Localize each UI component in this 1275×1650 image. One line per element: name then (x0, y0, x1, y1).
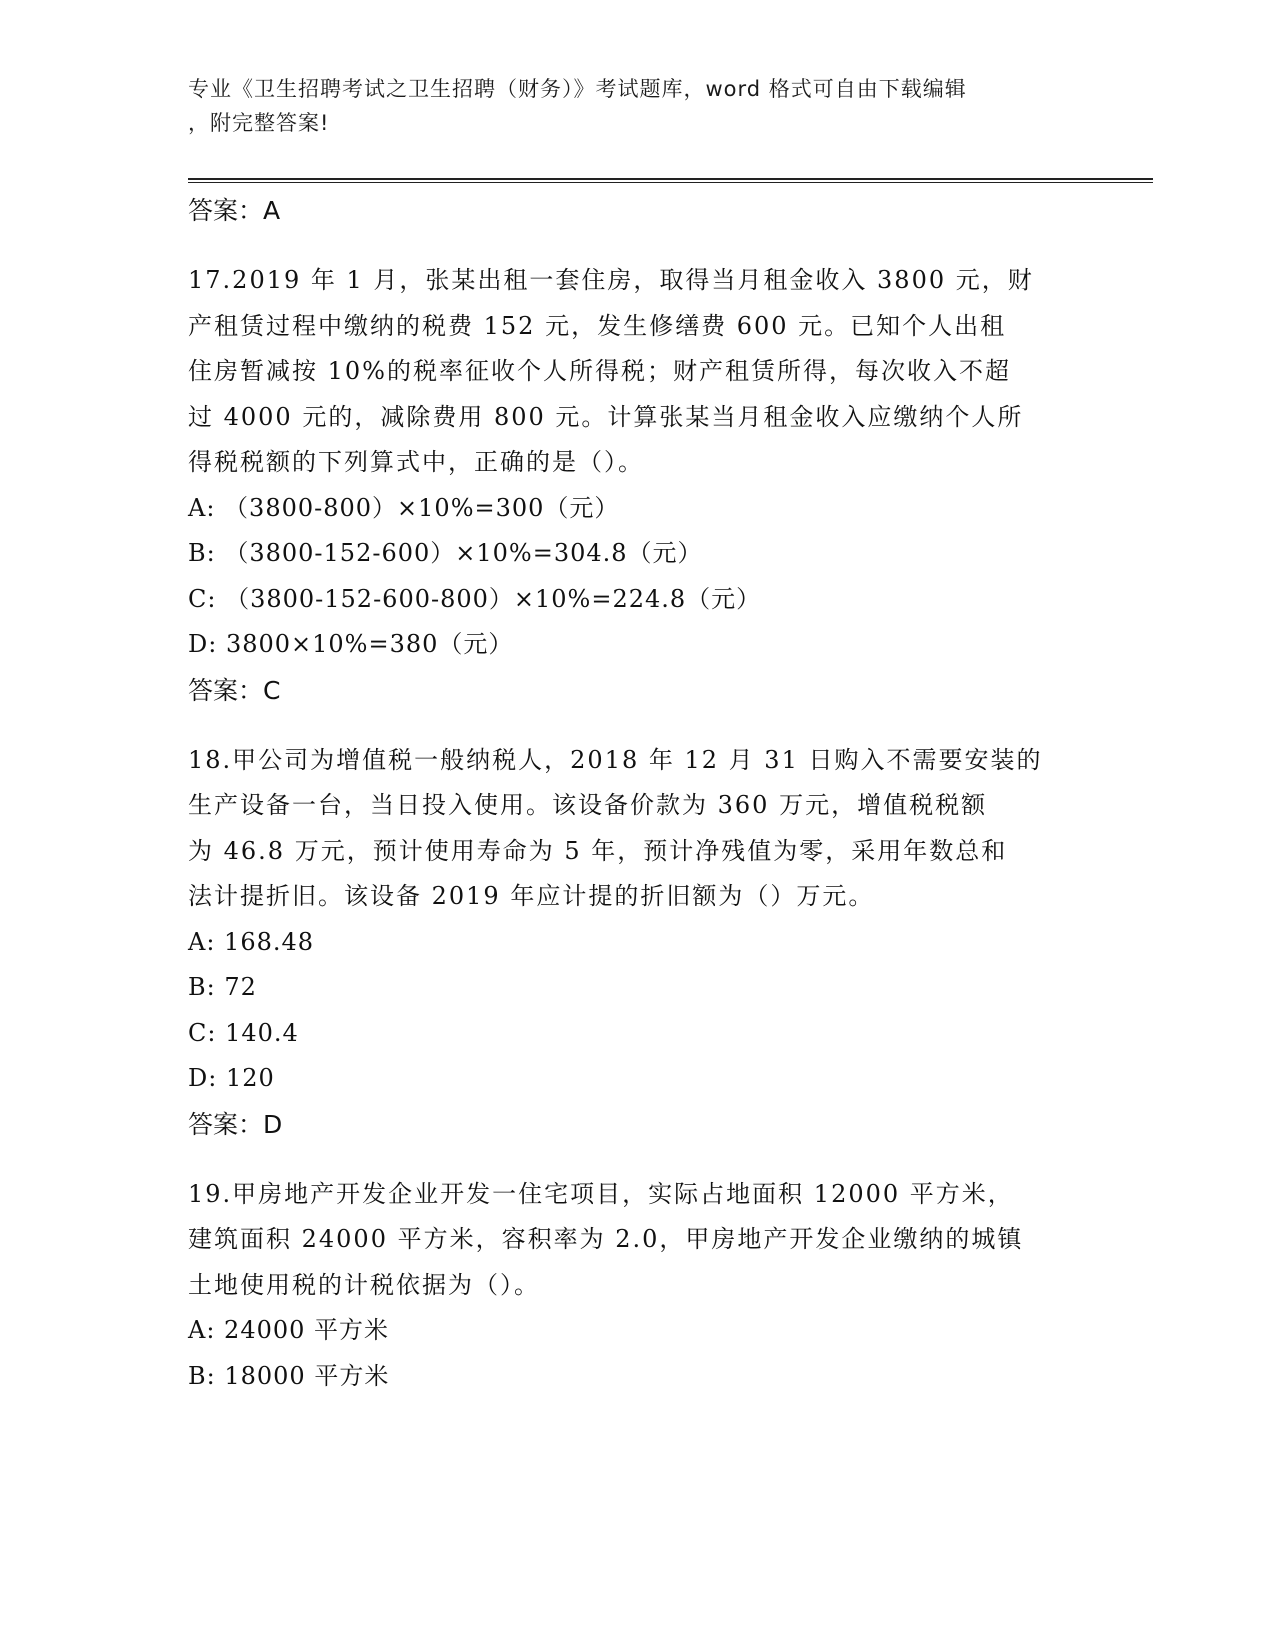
question-18 (188, 738, 1088, 1148)
question-17-line-5: 得税税额的下列算式中，正确的是（）。 (188, 448, 644, 476)
header-line-1: 专业《卫生招聘考试之卫生招聘（财务）》考试题库，word 格式可自由下载编辑 (188, 77, 967, 101)
question-18-line-4: 法计提折旧。该设备 2019 年应计提的折旧额为（）万元。 (188, 882, 875, 910)
question-17-answer: 答案：C (188, 675, 281, 705)
question-18-line-1: 18.甲公司为增值税一般纳税人，2018 年 12 月 31 日购入不需要安装的 (188, 745, 1043, 774)
question-17-line-2: 产租赁过程中缴纳的税费 152 元，发生修缮费 600 元。已知个人出租 (188, 311, 1007, 340)
question-17 (188, 258, 1088, 714)
question-19-option-a: A: 24000 平方米 (188, 1316, 390, 1344)
document-header (188, 72, 1088, 140)
question-17-option-b: B: （3800-152-600）×10%=304.8（元） (188, 539, 703, 567)
question-18-option-b: B: 72 (188, 973, 257, 1001)
question-19-option-b: B: 18000 平方米 (188, 1361, 390, 1390)
question-17-line-4: 过 4000 元的，减除费用 800 元。计算张某当月租金收入应缴纳个人所 (188, 402, 1024, 431)
question-17-option-c: C: （3800-152-600-800）×10%=224.8（元） (188, 584, 762, 613)
question-19-line-3: 土地使用税的计税依据为（）。 (188, 1270, 540, 1299)
question-17-option-d: D: 3800×10%=380（元） (188, 630, 514, 658)
question-17-line-3: 住房暂减按 10%的税率征收个人所得税；财产租赁所得，每次收入不超 (188, 357, 1011, 385)
question-17-line-1: 17.2019 年 1 月，张某出租一套住房，取得当月租金收入 3800 元，财 (188, 266, 1034, 294)
question-18-line-3: 为 46.8 万元，预计使用寿命为 5 年，预计净残值为零，采用年数总和 (188, 836, 1008, 865)
question-content (188, 188, 1088, 1399)
header-line-2: ，附完整答案! (188, 111, 330, 135)
question-18-option-d: D: 120 (188, 1064, 275, 1092)
question-19-line-2: 建筑面积 24000 平方米，容积率为 2.0，甲房地产开发企业缴纳的城镇 (188, 1225, 1024, 1253)
header-divider (188, 178, 1153, 183)
question-19 (188, 1172, 1088, 1400)
question-18-option-c: C: 140.4 (188, 1018, 299, 1047)
previous-answer: 答案：A (188, 196, 281, 225)
question-18-answer: 答案：D (188, 1109, 283, 1139)
question-19-line-1: 19.甲房地产开发企业开发一住宅项目，实际占地面积 12000 平方米， (188, 1179, 1014, 1208)
question-18-line-2: 生产设备一台，当日投入使用。该设备价款为 360 万元，增值税税额 (188, 791, 988, 819)
question-18-option-a: A: 168.48 (188, 927, 315, 956)
question-17-option-a: A: （3800-800）×10%=300（元） (188, 493, 620, 522)
